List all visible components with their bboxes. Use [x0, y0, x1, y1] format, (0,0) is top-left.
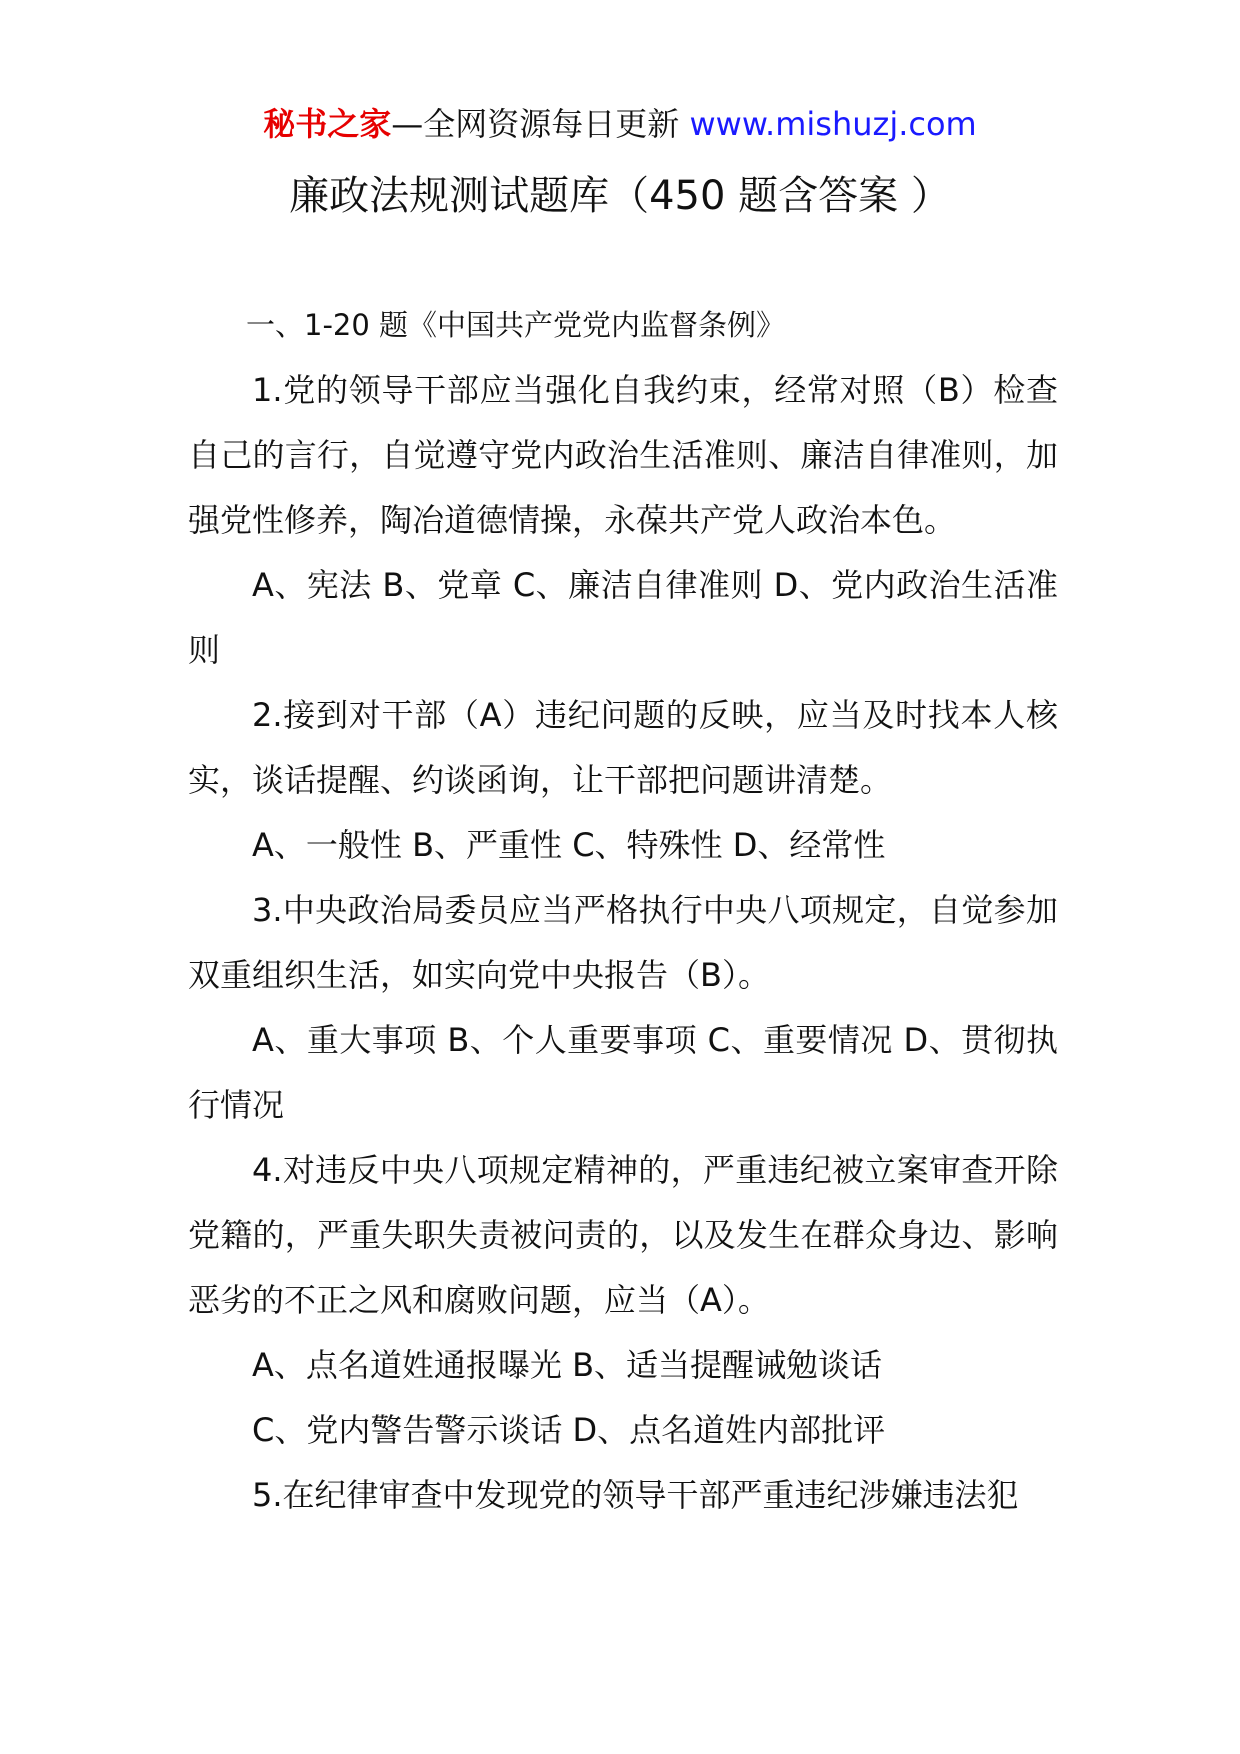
question-text: 1.党的领导干部应当强化自我约束，经常对照（B）检查自己的言行，自觉遵守党内政治生活准则、廉洁自律准则，加强党性修养，陶冶道德情操，永葆共产党人政治本色。 [188, 371, 1058, 539]
question-text: 2.接到对干部（A）违纪问题的反映，应当及时找本人核实，谈话提醒、约谈函询，让干部把问题讲清楚。 [188, 696, 1058, 799]
site-url-link[interactable]: www.mishuzj.com [689, 105, 977, 143]
document-body [188, 293, 1058, 1528]
site-name: 秘书之家 [263, 105, 392, 143]
site-banner [0, 100, 1240, 148]
question-text: 3.中央政治局委员应当严格执行中央八项规定，自觉参加双重组织生活，如实向党中央报告（B）。 [188, 891, 1058, 994]
question-options: A、一般性 B、严重性 C、特殊性 D、经常性 [252, 826, 886, 864]
question-options: C、党内警告警示谈话 D、点名道姓内部批评 [252, 1411, 886, 1449]
question-text: 4.对违反中央八项规定精神的，严重违纪被立案审查开除党籍的，严重失职失责被问责的，以及发生在群众身边、影响恶劣的不正之风和腐败问题，应当（A）。 [188, 1151, 1058, 1319]
question-options: A、重大事项 B、个人重要事项 C、重要情况 D、贯彻执行情况 [188, 1021, 1058, 1124]
question-text: 5.在纪律审查中发现党的领导干部严重违纪涉嫌违法犯 [252, 1476, 1019, 1514]
site-tagline: —全网资源每日更新 [391, 105, 680, 143]
question-options: A、点名道姓通报曝光 B、适当提醒诫勉谈话 [252, 1346, 883, 1384]
question-options: A、宪法 B、党章 C、廉洁自律准则 D、党内政治生活准则 [188, 566, 1058, 669]
section-heading: 一、1-20 题《中国共产党党内监督条例》 [246, 308, 786, 342]
document-title: 廉政法规测试题库（450 题含答案 ） [289, 173, 951, 219]
